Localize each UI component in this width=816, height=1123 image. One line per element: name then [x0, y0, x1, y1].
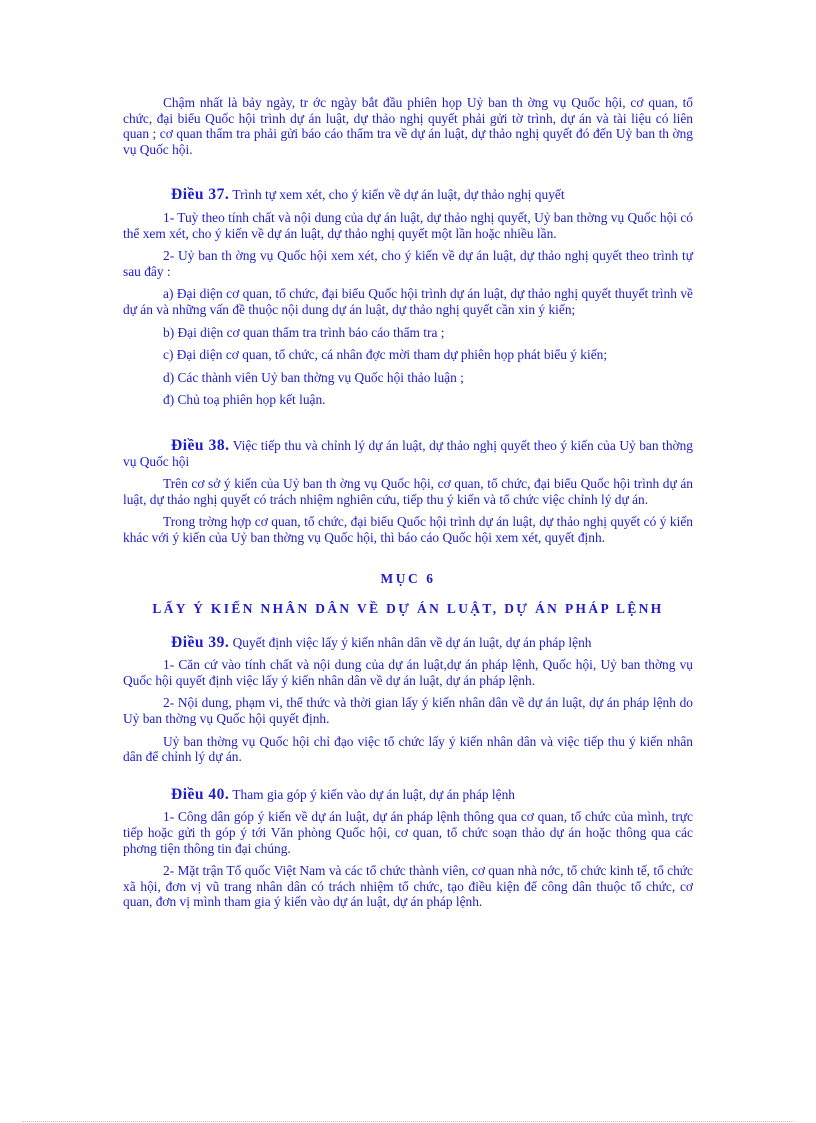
section-title: MỤC 6: [380, 571, 436, 587]
article-38-para-1: Trên cơ sở ý kiến của Uỷ ban th ờng vụ Quốc hội, cơ quan, tổ chức, đại biểu Quốc hội trình dự án luật, dự thảo nghị quyết có trách nhiệm nghiên cứu, tiếp thu ý kiến và tổ chức việc chỉnh lý dự án.: [123, 476, 693, 507]
document-page: [123, 95, 693, 910]
page-bottom-divider: [22, 1121, 794, 1122]
article-39-para-2: 2- Nội dung, phạm vi, thể thức và thời gian lấy ý kiến nhân dân về dự án luật, dự án pháp lệnh do Uỷ ban thờng vụ Quốc hội quyết định.: [123, 695, 693, 727]
article-37: [123, 187, 693, 408]
article-40-para-1: 1- Công dân góp ý kiến về dự án luật, dự án pháp lệnh thông qua cơ quan, tổ chức của mình, trực tiếp hoặc gửi th góp ý tới Văn phòng Quốc hội, cơ quan, tổ chức soạn thảo dự án hoặc thông qua các phơng tiện thông tin đại chúng.: [123, 809, 693, 856]
article-37-item-a: a) Đại diện cơ quan, tổ chức, đại biểu Quốc hội trình dự án luật, dự thảo nghị quyết thuyết trình về dự án và những vấn đề thuộc nội dung dự án luật, dự thảo nghị quyết cần xin ý kiến;: [123, 286, 693, 317]
article-39-title: Quyết định việc lấy ý kiến nhân dân về dự án luật, dự án pháp lệnh: [232, 634, 592, 650]
article-39-heading: [123, 635, 693, 651]
article-38-heading: [123, 438, 693, 469]
article-37-heading: [123, 187, 693, 203]
article-39-para-1: 1- Căn cứ vào tính chất và nội dung của dự án luật,dự án pháp lệnh, Quốc hội, Uỷ ban thờng vụ Quốc hội quyết định việc lấy ý kiến nhân dân về dự án luật, dự án pháp lệnh.: [123, 657, 693, 688]
section-subtitle: LẤY Ý KIẾN NHÂN DÂN VỀ DỰ ÁN LUẬT, DỰ ÁN PHÁP LỆNH: [152, 601, 664, 617]
article-38-para-2: Trong trờng hợp cơ quan, tổ chức, đại biểu Quốc hội trình dự án luật, dự thảo nghị quyết có ý kiến khác với ý kiến của Uỷ ban thờng vụ Quốc hội, thì báo cáo Quốc hội xem xét, quyết định.: [123, 514, 693, 545]
article-37-item-b: b) Đại diện cơ quan thẩm tra trình báo cáo thẩm tra ;: [163, 324, 445, 340]
article-38-title: Việc tiếp thu và chỉnh lý dự án luật, dự thảo nghị quyết theo ý kiến của Uỷ ban thờng vụ Quốc hội: [123, 437, 693, 469]
intro-paragraph: Chậm nhất là bảy ngày, tr ớc ngày bắt đầu phiên họp Uỷ ban th ờng vụ Quốc hội, cơ quan, tổ chức, đại biểu Quốc hội trình dự án luật, dự thảo nghị quyết phải gửi tờ trình, dự án và tài liệu có liên quan ; cơ quan thẩm tra phải gửi báo cáo thẩm tra về dự án luật, dự thảo nghị quyết đó đến Uỷ ban th ờng vụ Quốc hội.: [123, 95, 693, 157]
article-39: [123, 635, 693, 765]
article-37-label: Điều 37.: [171, 186, 230, 204]
section-6: [123, 571, 693, 616]
article-37-title: Trình tự xem xét, cho ý kiến về dự án luật, dự thảo nghị quyết: [232, 187, 565, 203]
article-40-heading: [123, 787, 693, 803]
article-37-item-d: d) Các thành viên Uỷ ban thờng vụ Quốc hội thảo luận ;: [163, 369, 464, 385]
article-39-label: Điều 39.: [171, 633, 230, 651]
article-37-para-1: 1- Tuỳ theo tính chất và nội dung của dự án luật, dự thảo nghị quyết, Uỷ ban thờng vụ Quốc hội có thể xem xét, cho ý kiến về dự án luật, dự thảo nghị quyết một lần hoặc nhiều lần.: [123, 209, 693, 241]
article-38-label: Điều 38.: [171, 436, 230, 454]
article-38: [123, 438, 693, 546]
article-40: [123, 787, 693, 910]
article-37-item-c: c) Đại diện cơ quan, tổ chức, cá nhân đợc mời tham dự phiên họp phát biểu ý kiến;: [163, 347, 608, 363]
article-40-title: Tham gia góp ý kiến vào dự án luật, dự án pháp lệnh: [232, 786, 515, 802]
article-39-para-3: Uỷ ban thờng vụ Quốc hội chỉ đạo việc tổ chức lấy ý kiến nhân dân và việc tiếp thu ý kiến nhân dân để chỉnh lý dự án.: [123, 733, 693, 765]
article-40-label: Điều 40.: [171, 785, 230, 803]
article-40-para-2: 2- Mặt trận Tổ quốc Việt Nam và các tổ chức thành viên, cơ quan nhà nớc, tổ chức kinh tế, tổ chức xã hội, đơn vị vũ trang nhân dân có trách nhiệm tổ chức, tạo điều kiện để công dân thuộc tổ chức, cơ quan, đơn vị mình tham gia ý kiến vào dự án luật, dự án pháp lệnh.: [123, 863, 693, 910]
article-37-para-2: 2- Uỷ ban th ờng vụ Quốc hội xem xét, cho ý kiến về dự án luật, dự thảo nghị quyết theo trình tự sau đây :: [123, 248, 693, 279]
article-37-item-dd: đ) Chủ toạ phiên họp kết luận.: [163, 392, 326, 408]
